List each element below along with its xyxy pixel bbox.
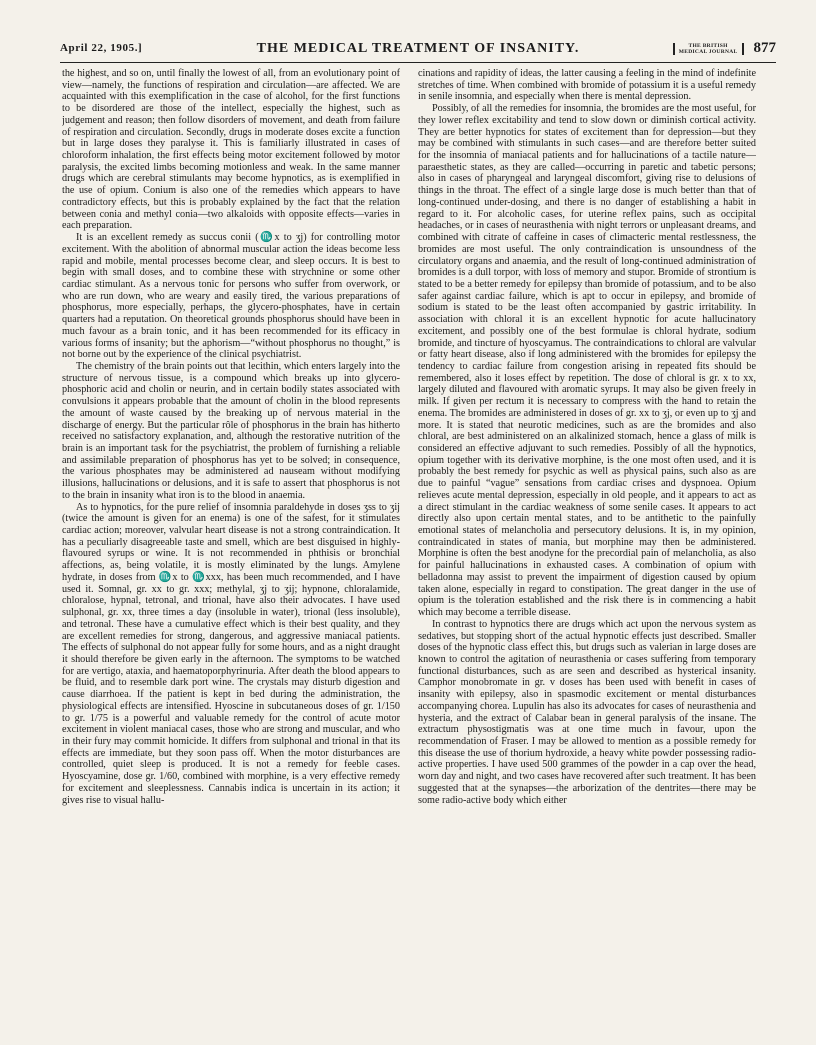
paragraph: In contrast to hypnotics there are drugs which act upon the nervous system as sedatives, but stopping short of the actual hypnotic effects just described. Smaller doses of the hypnotic class effect this, but drugs such as valerian in large doses are known to control the agitation of neurasthenia or cases suffering from temporary functional disturbances, such as are seen and described as hysterical insanity. Camphor monobromate in gr. v doses has been used with benefit in cases of insanity with epilepsy, also in spasmodic excitement or mental disturbances accompanying chorea. Lupulin has also its advocates for cases of neurasthenia and hysteria, and the extract of Calabar bean in general paralysis of the insane. The extractum physostigmatis was at one time much in favour, upon the recommendation of Fraser. I may be allowed to mention as a possible remedy for this disease the use of thorium hydroxide, a heavy white powder possessing radio-active properties. I have used 500 grammes of the powder in a cap over the head, worn day and night, and two cases have recovered after such treatment. It has been suggested that at the synapses—the arborization of the dentrites—there may be some radio-active body which either bbox=[418, 618, 756, 806]
article-running-title: THE MEDICAL TREATMENT OF INSANITY. bbox=[256, 41, 580, 56]
left-column bbox=[62, 68, 400, 1033]
journal-line-2: MEDICAL JOURNAL bbox=[678, 48, 738, 55]
paragraph: Possibly, of all the remedies for insomnia, the bromides are the most useful, for they lower reflex excitability and tend to slow down or diminish cortical activity. They are better hypnotics for states of excitement than for depression—but they may be combined with stimulants in such cases—and are therefore better suited for the insomnia of maniacal patients and for hallucinations of a tactile nature—paraesthetic states, as they are called—occurring in paretic and tabetic persons; also in cases of pharyngeal and laryngeal discomfort, giving rise to delusions of things in the throat. The effect of a single large dose is much better than that of long-continued under-dosing, and there is no danger of establishing a habit in regard to it. For alcoholic cases, for uterine reflex pains, such as occipital headaches, or in cases of neurasthenia with night terrors or unpleasant dreams, and combined with citrate of caffeine in cases of climacteric mental restlessness, the bromides are most useful. The only contraindication is unsoundness of the circulatory organs and anaemia, and the result of long-continued administration of bromides is a dull torpor, with loss of memory and stupor. Bromide of strontium is stated to be a better remedy for epilepsy than bromide of potassium, and to be also safer against cardiac failure, which is apt to occur in epilepsy, and bromide of sodium is stated to be the least often accompanied by gastric irritability. In association with chloral it is an excellent hypnotic for acute hallucinatory excitement, and possibly one of the best formulae is chloral hydrate, sodium bromide, and tincture of hyoscyamus. The contraindications to chloral are valvular or fatty heart disease, also if long administered with the bromides for epilepsy the tendency to cardiac failure from congestion arising in repeated fits should be remembered, also it loses effect by repetition. The dose of chloral is gr. x to xx, largely diluted and flavoured with aromatic syrups. It may also be given freely in milk. If given per rectum it is necessary to compress with the hand to retain the enema. The bromides are administered in doses of gr. xx to ʒj, or even up to ʒj and more. It is stated that neurotic medicines, such as are the bromides and also chloral, are best administered on an alkalinized stomach, hence a glass of milk is considered an effective adjuvant to such remedies. Possibly of all the hypnotics, opium together with its derivative morphine, is the one most often used, and it is probably the best remedy for psychic as well as physical pains, such also as are due to painful “vague” sensations from cardiac crises and dyspnoea. Opium relieves acute mental depression, especially in old people, and it appears to act as a direct stimulant in the cardiac weakness of some senile cases. It appears to act directly also upon certain mental states, and to be antithetic to the painfully emotional states of melancholia and persecutory delusions. It is, in my opinion, contraindicated in states of mania, but morphine may then be administered. Morphine is often the best anodyne for the precordial pain of melancholia, as also for painful hallucinations in exhausted cases. A combination of opium with belladonna may assist to prevent the impairment of digestion caused by opium taken alone, especially in regard to constipation. The great danger in the use of opium is the toleration established and the risk there is in commencing a habit which may become a terrible disease. bbox=[418, 103, 756, 619]
issue-date: April 22, 1905.] bbox=[60, 42, 143, 54]
journal-masthead bbox=[673, 43, 744, 55]
right-column bbox=[418, 68, 756, 1033]
paragraph: cinations and rapidity of ideas, the latter causing a feeling in the mind of indefinite stretches of time. When combined with bromide of potassium it is a useful remedy in senile insomnia, and especially when there is mental depression. bbox=[418, 68, 756, 103]
page-number: 877 bbox=[753, 40, 776, 56]
paragraph: As to hypnotics, for the pure relief of insomnia paraldehyde in doses ʒss to ʒij (twice the amount is given for an enema) is one of the safest, for it stimulates cardiac action; moreover, valvular heart disease is not a strong contraindication. It has a peculiarly disagreeable taste and smell, which are best disguised in highly-flavoured syrups or wine. It is not recommended in phthisis or bronchial affections, as, being volatile, it is mostly eliminated by the lungs. Amylene hydrate, in doses from ♏x to ♏xxx, has been much recommended, and I have used it. Somnal, gr. xx to gr. xxx; methylal, ʒj to ʒij; hypnone, chloralamide, chloralose, hypnal, tetronal, and trional, have also their advocates. I have used sulphonal, gr. xx, three times a day (insoluble in water), trional (less insoluble), and tetronal. These have a cumulative effect which is their best quality, and they are excellent remedies for strong, dangerous, and aggressive maniacal patients. The effects of sulphonal do not appear fully for some hours, and as a night draught it should therefore be given early in the afternoon. The symptoms to be watched for are vertigo, ataxia, and haematoporphyrinuria. After death the blood appears to be fluid, and to resemble dark port wine. The crystals may disturb digestion and cause diarrhoea. If the patient is kept in bed during the administration, the physiological effects are intensified. Hyoscine in subcutaneous doses of gr. 1/150 to gr. 1/75 is a powerful and valuable remedy for the control of acute motor excitement in violent maniacal cases, those who are strong and muscular, and who in their fury may commit homicide. It differs from sulphonal and trional in that its effects are immediate, but they soon pass off. When the motor disturbances are controlled, quiet sleep is produced. It is not a remedy for feeble cases. Hyoscyamine, dose gr. 1/60, combined with morphine, is a very effective remedy for excitement and sleeplessness. Cannabis indica is uncertain in its action; it gives rise to visual hallu- bbox=[62, 501, 400, 806]
paragraph: The chemistry of the brain points out that lecithin, which enters largely into the structure of nervous tissue, is a compound which breaks up into glycero-phosphoric acid and cholin or neurin, and in certain bodily states associated with convulsions it appears probable that the amount of cholin in the blood represents the amount of waste caused by the breaking up of nervous material in the discharge of energy. But the particular rôle of phosphorus in the brain has hitherto received no satisfactory explanation, and, although the restorative nutrition of the brain is an important task for the psychiatrist, the problem of furnishing a reliable and assimilable preparation of phosphorus has yet to be solved; in consequence, the various phosphates may be administered ad nauseam without modifying illusions, hallucinations or delusions, and it is safe to assert that phosphorus is not to the brain in insanity what iron is to the blood in anaemia. bbox=[62, 360, 400, 501]
journal-line-1: THE BRITISH bbox=[688, 42, 728, 49]
running-header bbox=[60, 40, 776, 63]
paragraph: the highest, and so on, until finally the lowest of all, from an evolutionary point of view—namely, the functions of respiration and circulation—are affected. We are acquainted with this exemplification in the case of alcohol, for the first functions to be disordered are those of the intellect, especially the highest, such as judgement and reason; then follow disorders of movement, and death from failure of respiration and circulation. Secondly, drugs in moderate doses excite a function but in large doses they paralyse it. This is familiarly illustrated in cases of chloroform inhalation, the first effects being motor excitement followed by motor paralysis, the excited limbs becoming motionless and weak. In the same manner drugs which are cerebral stimulants may become hypnotics, as is exemplified in the use of opium. Conium is also one of the remedies which appears to have contradictory effects, but this is probably explained by the fact that the relation between conia and methyl conia—two alkaloids with opposite effects—varies in each preparation. bbox=[62, 68, 400, 232]
paragraph: It is an excellent remedy as succus conii (♏x to ʒj) for controlling motor excitement. With the abolition of abnormal muscular action the ideas become less rapid and mobile, mental processes become clear, and sleep occurs. It is best to begin with small doses, and to combine these with strychnine or some other cardiac stimulant. As a nervous tonic for persons who suffer from overwork, or who are run down, who are weary and easily tired, the various preparations of phosphorus, more especially, perhaps, the glycero-phosphates, have in certain quarters had a reputation. On theoretical grounds phosphorus should have been in much favour as a brain tonic, and it has been recommended for its efficacy in various forms of insanity; but the aphorism—“without phosphorus no thought,” is not borne out by the experience of the clinical psychiatrist. bbox=[62, 232, 400, 361]
header-right bbox=[673, 40, 776, 57]
